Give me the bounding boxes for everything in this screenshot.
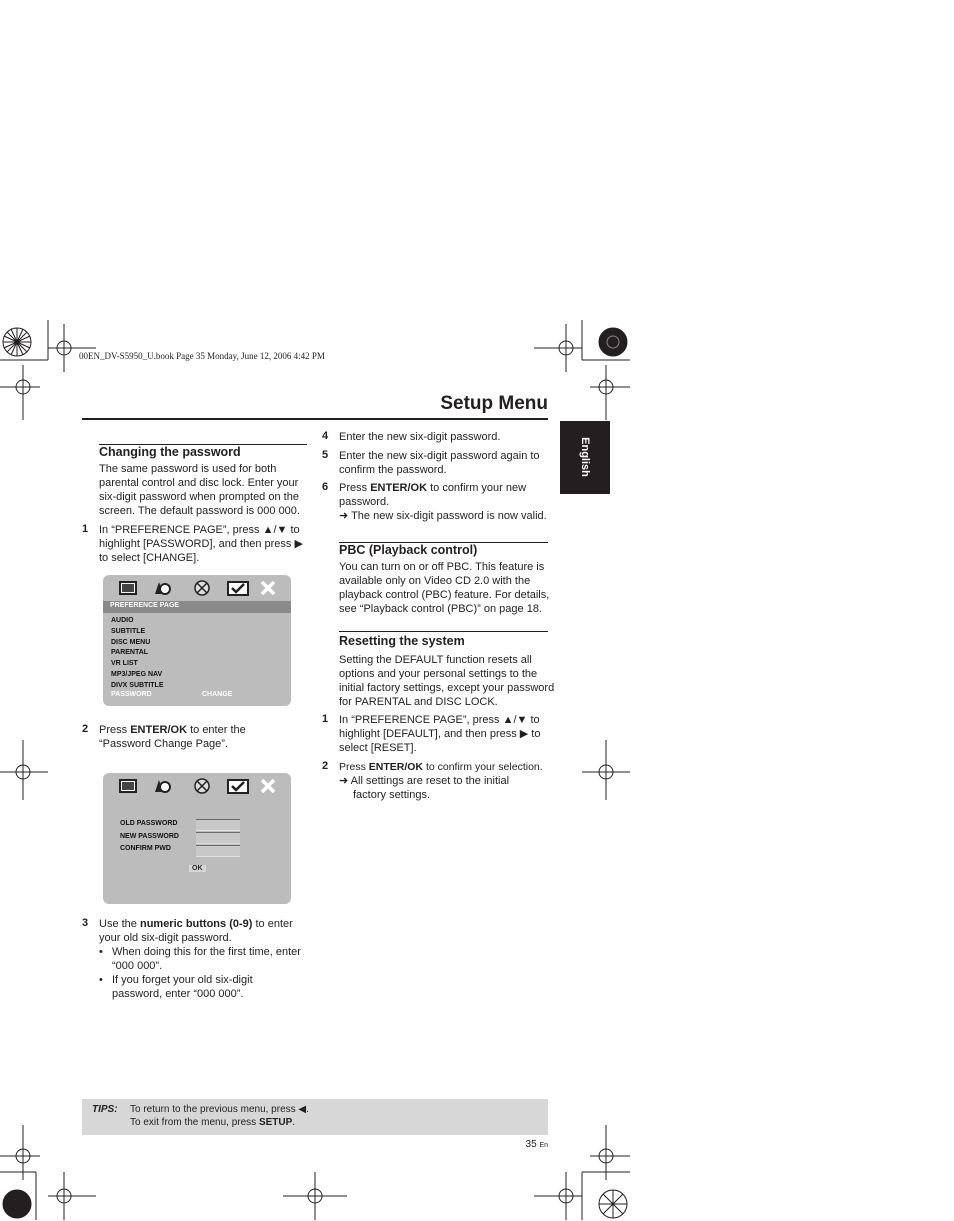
step-line: your old six-digit password.: [99, 932, 232, 944]
crosshair-tr-icon: [534, 324, 582, 372]
menu-icon-row: [103, 773, 291, 799]
step4-text: Enter the new six-digit password.: [339, 431, 501, 443]
reset-result: ➜ All settings are reset to the initial: [339, 775, 510, 787]
new-password-label: NEW PASSWORD: [120, 833, 179, 840]
step6-result: ➜ The new six-digit password is now valid.: [339, 510, 547, 522]
bullet-text: When doing this for the first time, enter “000 000”.: [112, 946, 301, 972]
confirm-password-field[interactable]: [196, 845, 240, 857]
page-title: Setup Menu: [440, 393, 548, 414]
step2-text: [99, 723, 246, 751]
step-number: 3: [82, 917, 89, 929]
preference-setup-icon: [227, 580, 249, 596]
page-number: 35 En: [525, 1139, 548, 1150]
exit-setup-icon: [259, 778, 277, 794]
reset-step2-text: Press ENTER/OK to confirm your selection. ➜ All settings are reset to the initial factory settings.: [339, 761, 543, 801]
step-line: Press ENTER/OK to enter the: [99, 724, 246, 736]
password-intro: [99, 462, 300, 518]
password-change-value[interactable]: CHANGE: [202, 691, 233, 698]
old-password-label: OLD PASSWORD: [120, 820, 178, 827]
step-line: to select [CHANGE].: [99, 552, 200, 564]
old-password-field[interactable]: [196, 819, 240, 831]
step-line: In “PREFERENCE PAGE”, press ▲/▼ to: [99, 524, 300, 536]
step3-text: [99, 917, 293, 945]
step-number: 2: [82, 723, 89, 735]
bullet-text: If you forget your old six-digit password, enter “000 000”.: [112, 974, 253, 1000]
language-tab-label: English: [579, 437, 591, 477]
preference-setup-icon: [227, 778, 249, 794]
menu-item-parental[interactable]: PARENTAL: [111, 649, 149, 656]
menu-item-divx-subtitle[interactable]: DIVX SUBTITLE: [111, 682, 164, 689]
intro-line: parental control and disc lock. Enter your: [99, 477, 299, 489]
step-line: highlight [PASSWORD], and then press ▶: [99, 538, 303, 550]
menu-item-subtitle[interactable]: SUBTITLE: [111, 628, 146, 635]
menu-item-disc-menu[interactable]: DISC MENU: [111, 639, 151, 646]
step1-text: [99, 523, 303, 565]
section-title-reset: Resetting the system: [339, 634, 465, 648]
section-rule: [339, 631, 548, 632]
tips-box: [82, 1099, 548, 1135]
pbc-description: You can turn on or off PBC. This feature is available only on Video CD 2.0 with the playback control (PBC) feature. For details, see “Playback control (PBC)” on page 18.: [339, 561, 550, 615]
intro-line: six-digit password when prompted on the: [99, 491, 299, 503]
starburst-rays: [3, 328, 31, 356]
step-number: 2: [322, 760, 329, 772]
general-setup-icon: [119, 778, 137, 794]
preference-page-bar: [103, 601, 291, 613]
password-change-screen: [103, 773, 291, 904]
general-setup-icon: [119, 580, 137, 596]
new-password-field[interactable]: [196, 832, 240, 844]
audio-setup-icon: [153, 580, 171, 596]
video-setup-icon: [193, 580, 211, 596]
tips-line: To exit from the menu, press SETUP.: [130, 1117, 296, 1128]
menu-icon-row: [103, 575, 291, 601]
menu-item-password[interactable]: PASSWORD: [111, 691, 152, 698]
section-title-password: Changing the password: [99, 445, 241, 459]
preference-page-screen: [103, 575, 291, 706]
step-number: 6: [322, 481, 329, 493]
book-info-header: 00EN_DV-S5950_U.book Page 35 Monday, June 12, 2006 4:42 PM: [79, 351, 325, 361]
menu-item-mp3-jpeg-nav[interactable]: MP3/JPEG NAV: [111, 671, 163, 678]
step6-text: Press ENTER/OK to confirm your new password. ➜ The new six-digit password is now valid.: [339, 482, 547, 522]
exit-setup-icon: [259, 580, 277, 596]
preference-page-label: PREFERENCE PAGE: [110, 602, 180, 609]
intro-line: The same password is used for both: [99, 463, 277, 475]
step-number: 4: [322, 430, 329, 442]
crosshair-tl-icon: [48, 324, 96, 372]
step-number: 1: [322, 713, 329, 725]
bullet-item: •: [99, 974, 103, 986]
intro-line: screen. The default password is 000 000.: [99, 505, 300, 517]
video-setup-icon: [193, 778, 211, 794]
step-number: 5: [322, 449, 329, 461]
reset-step1-text: In “PREFERENCE PAGE”, press ▲/▼ to highlight [DEFAULT], and then press ▶ to select [RESET].: [339, 714, 541, 754]
confirm-password-label: CONFIRM PWD: [120, 845, 171, 852]
menu-item-audio[interactable]: AUDIO: [111, 617, 134, 624]
step-line: Use the numeric buttons (0-9) to enter: [99, 918, 293, 930]
reset-result: factory settings.: [353, 789, 431, 801]
ok-button[interactable]: OK: [189, 865, 206, 872]
language-tab: [560, 421, 610, 494]
step-number: 1: [82, 523, 89, 535]
title-rule: [82, 418, 548, 420]
tips-line: To return to the previous menu, press ◀.: [130, 1104, 309, 1115]
audio-setup-icon: [153, 778, 171, 794]
reset-description: Setting the DEFAULT function resets all options and your personal settings to the initial factory settings, except your password for PARENTAL and DISC LOCK.: [339, 654, 555, 708]
step5-text: Enter the new six-digit password again to confirm the password.: [339, 450, 540, 476]
bullet-item: •: [99, 946, 103, 958]
menu-item-vr-list[interactable]: VR LIST: [111, 660, 138, 667]
section-title-pbc: PBC (Playback control): [339, 543, 478, 557]
tips-label: TIPS:: [92, 1104, 118, 1115]
step-line: “Password Change Page”.: [99, 738, 229, 750]
